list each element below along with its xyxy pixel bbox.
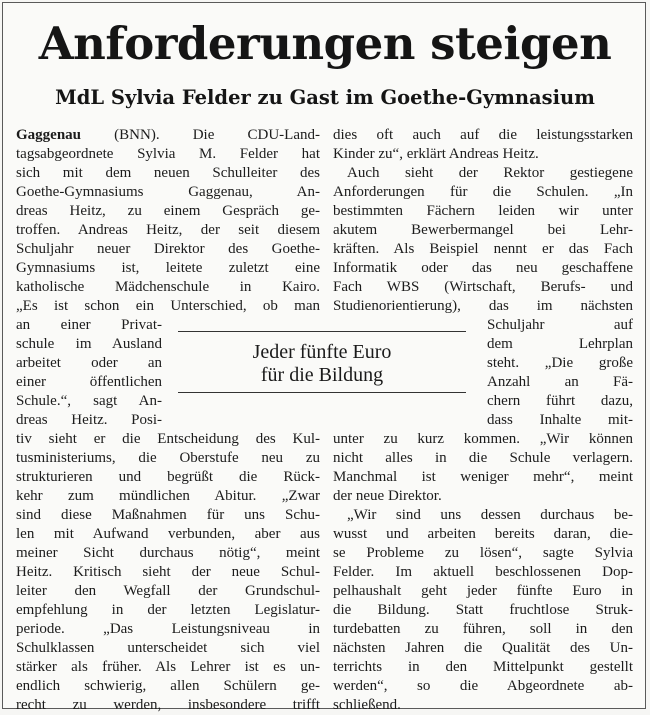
right-line: Kinder zu“, erklärt Andreas Heitz. [333,146,539,162]
left-line: endlich schwierig, allen Schülern ge- [16,678,320,694]
left-line: katholische Mädchenschule in Kairo. [16,279,320,295]
right-line: unter zu kurz kommen. „Wir können [333,431,633,447]
right-line: se Probleme zu lösen“, sagte Sylvia [333,545,633,561]
right-line: werden“, so die Abgeordnete ab- [333,678,633,694]
left-line: stärker als früher. Als Lehrer ist es un- [16,659,320,675]
pull-quote-line: Jeder fünfte Euro [252,341,392,363]
left-line: Heitz. Kritisch sieht der neue Schul- [16,564,320,580]
right-line: der neue Direktor. [333,488,442,504]
right-line: Schuljahr auf [487,317,633,333]
subheadline: MdL Sylvia Felder zu Gast im Goethe-Gymnasium [55,86,595,109]
left-line: kehr zum mündlichen Abitur. „Zwar [16,488,320,504]
left-line: tiv sieht er die Entscheidung des Kul- [16,431,320,447]
headline: Anforderungen steigen [38,17,612,70]
left-column [16,126,320,715]
right-line: pelhaushalt geht jeder fünfte Euro in [333,583,633,599]
left-line: recht zu werden, insbesondere trifft [16,697,320,713]
right-line: „Wir sind uns dessen durchaus be- [347,507,633,523]
left-line: troffen. Andreas Heitz, der seit diesem [16,222,320,238]
left-line: empfehlung in der letzten Legislatur- [16,602,320,618]
left-line: tagsabgeordnete Sylvia M. Felder hat [16,146,320,162]
left-line: einer öffentlichen [16,374,162,390]
right-column [333,126,633,715]
right-line: chern führt dazu, [487,393,633,409]
left-line: strukturieren und begrüßt die Rück- [16,469,320,485]
right-line: dass Inhalte mit- [487,412,633,428]
right-line: turdebatten zu führen, soll in den [333,621,633,637]
right-line: nächsten Jahren die Qualität des Un- [333,640,633,656]
left-line: leiter den Wegfall der Grundschul- [16,583,320,599]
right-line: Studienorientierung), das im nächsten [333,298,633,314]
pull-quote [178,331,466,393]
pull-quote-line: für die Bildung [260,364,384,386]
right-line: Manchmal ist weniger mehr“, meint [333,469,633,485]
left-line: len mit Aufwand verbunden, aber aus [16,526,320,542]
left-line: an einer Privat- [16,317,162,333]
right-line: Fach WBS (Wirtschaft, Berufs- und [333,279,633,295]
left-line: Goethe-Gymnasiums Gaggenau, An- [16,184,320,200]
left-line: Gaggenau (BNN). Die CDU-Land- [16,127,320,143]
left-line: tusministeriums, die Oberstufe neu zu [16,450,320,466]
left-line: schule im Ausland [16,336,162,352]
right-line: Informatik oder das neu geschaffene [333,260,633,276]
right-line: Anzahl an Fä- [487,374,633,390]
left-line: sind diese Maßnahmen für uns Schu- [16,507,320,523]
left-line: Schule.“, sagt An- [16,393,162,409]
right-line: schließend. [333,697,401,713]
right-line: die Bildung. Statt fruchtlose Struk- [333,602,633,618]
left-line: „Es ist schon ein Unterschied, ob man [16,298,320,314]
left-line: arbeitet oder an [16,355,162,371]
right-line: wusst und arbeiten bereits daran, die- [333,526,633,542]
right-line: akutem Bewerbermangel bei Lehr- [333,222,633,238]
left-line: dreas Heitz. Posi- [16,412,162,428]
dateline: Gaggenau [16,127,82,143]
right-line: dies oft auch auf die leistungsstarken [333,127,633,143]
right-line: terrichts in den Mittelpunkt gestellt [333,659,633,675]
right-line: Auch sieht der Rektor gestiegene [347,165,633,181]
right-line: Felder. Im aktuell beschlossenen Dop- [333,564,633,580]
right-line: nicht alles in die Schule verlagern. [333,450,633,466]
left-line: Schuljahr neuer Direktor des Goethe- [16,241,320,257]
right-line: bestimmten Fächern leiden wir unter [333,203,633,219]
left-line: periode. „Das Leistungsniveau in [16,621,320,637]
left-line: Gymnasiums ist, leitete zuletzt eine [16,260,320,276]
right-line: kräften. Als Beispiel nennt er das Fach [333,241,633,257]
left-line: meiner Sicht durchaus nötig“, meint [16,545,320,561]
left-line: dreas Heitz, zu einem Gespräch ge- [16,203,320,219]
right-line: steht. „Die große [487,355,633,371]
right-line: dem Lehrplan [487,336,633,352]
left-line: Schulklassen unterscheidet sich viel [16,640,320,656]
right-line: Anforderungen für die Schulen. „In [333,184,633,200]
left-line: sich mit dem neuen Schulleiter des [16,165,320,181]
